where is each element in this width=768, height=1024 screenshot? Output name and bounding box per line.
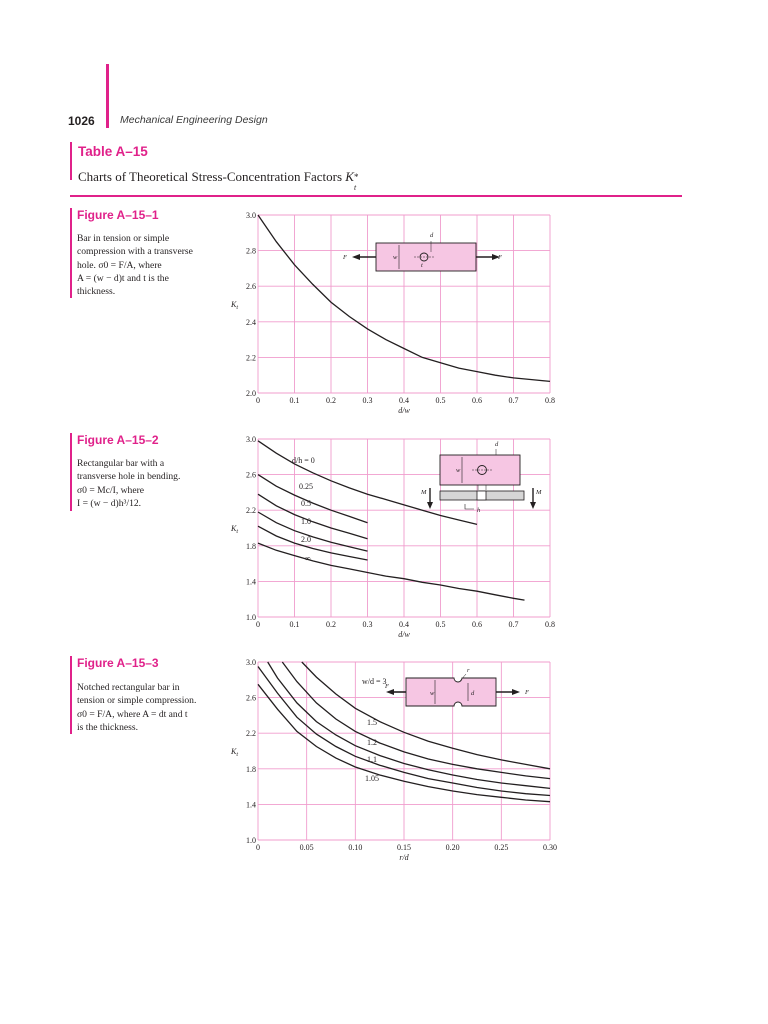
series-label: w/d = 3 (362, 677, 387, 686)
y-tick-label: 1.4 (246, 800, 256, 810)
y-tick-label: 2.6 (246, 470, 256, 480)
series-label: 0.5 (301, 499, 311, 508)
x-tick-label: 0.6 (472, 620, 482, 629)
figure-1-label: Figure A–15–1 (77, 208, 159, 222)
series-label: ∞ (305, 554, 311, 563)
x-tick-label: 0.2 (326, 620, 336, 629)
notched-plate (406, 678, 496, 706)
x-tick-label: 0.25 (494, 843, 509, 852)
radius-label: r (467, 667, 470, 674)
y-tick-label: 2.2 (246, 506, 256, 516)
book-title: Mechanical Engineering Design (120, 114, 268, 126)
y-tick-label: 2.0 (246, 389, 256, 398)
caption-sup: * (353, 172, 359, 182)
y-tick-label: 1.8 (246, 764, 256, 774)
caption-sub: t (353, 183, 357, 192)
figure-2-text-line: Rectangular bar with a (77, 458, 165, 469)
series-label: d/h = 0 (292, 456, 315, 465)
x-tick-label: 0.1 (289, 620, 300, 629)
figure-2-text-line: I = (w − d)h³/12. (77, 497, 142, 509)
table-label: Table A–15 (78, 144, 148, 159)
y-tick-label: 3.0 (246, 658, 256, 667)
series-label: 0.25 (299, 482, 313, 491)
figure-3-label: Figure A–15–3 (77, 656, 159, 670)
thickness-label: t (421, 262, 423, 269)
y-tick-label: 1.8 (246, 541, 256, 551)
y-axis-label: $K_t$ (231, 524, 239, 535)
force-label-right: F (525, 689, 529, 696)
y-tick-label: 2.4 (246, 317, 256, 327)
y-tick-label: 2.2 (246, 353, 256, 363)
width-label: w (393, 254, 398, 261)
y-axis-label: $K_t$ (231, 747, 239, 758)
arrowhead-right (512, 689, 520, 695)
moment-label-left: M (421, 489, 427, 496)
x-axis-label: d/w (398, 630, 410, 639)
arrowhead-left (352, 254, 360, 260)
series-label: 1.5 (367, 718, 377, 727)
side-hole (477, 491, 486, 500)
x-axis-label: d/w (398, 406, 410, 415)
force-label-left: F (343, 254, 347, 261)
series-label: 1.1 (367, 755, 377, 764)
x-tick-label: 0.3 (362, 396, 373, 405)
figure-1-text-line: thickness. (77, 286, 116, 298)
y-tick-label: 2.6 (246, 693, 256, 703)
x-tick-label: 0.5 (435, 396, 446, 405)
x-tick-label: 0.6 (472, 396, 482, 405)
figure-3-diagram (380, 664, 545, 718)
series-label: 1.2 (367, 738, 377, 747)
x-tick-label: 0.7 (508, 620, 519, 629)
x-tick-label: 0.7 (508, 396, 519, 405)
x-tick-label: 0 (256, 843, 260, 852)
y-tick-label: 1.0 (246, 836, 256, 845)
caption-text: Charts of Theoretical Stress-Concentration Factors (78, 169, 346, 184)
figure-1-diagram (338, 228, 518, 278)
height-label: h (477, 507, 481, 514)
hole-label: d (495, 441, 499, 448)
x-tick-label: 0.8 (545, 620, 555, 629)
caption-symbol: K (345, 169, 354, 184)
x-tick-label: 0.15 (397, 843, 411, 852)
y-axis-label: $K_t$ (231, 300, 239, 311)
x-tick-label: 0 (256, 396, 260, 405)
figure-2-text-line: σ0 = Mc/I, where (77, 484, 145, 496)
y-axis-label-subscript: t (236, 305, 239, 311)
x-axis-label: r/d (399, 853, 409, 862)
figure-1-text-line: compression with a transverse (77, 246, 193, 258)
moment-arrowhead-left (427, 502, 433, 509)
width-label: w (456, 467, 461, 474)
series-label: 2.0 (301, 535, 311, 544)
x-tick-label: 0.20 (445, 843, 460, 852)
x-tick-label: 0.05 (299, 843, 314, 852)
depth-label: d (471, 690, 475, 697)
y-tick-label: 3.0 (246, 211, 256, 220)
x-tick-label: 0.3 (362, 620, 373, 629)
page-number: 1026 (68, 114, 95, 128)
y-tick-label: 3.0 (246, 435, 256, 444)
x-tick-label: 0.8 (545, 396, 555, 405)
x-tick-label: 0.5 (435, 620, 446, 629)
y-axis-label-subscript: t (236, 529, 239, 535)
figure-3-text-line: σ0 = F/A, where A = dt and t (77, 708, 188, 720)
y-tick-label: 1.4 (246, 577, 256, 587)
force-label-right: F (498, 254, 502, 261)
x-tick-label: 0.4 (399, 620, 409, 629)
figure-2-label: Figure A–15–2 (77, 433, 159, 447)
y-tick-label: 2.8 (246, 246, 256, 256)
y-axis-label-subscript: t (236, 752, 239, 758)
x-tick-label: 0.4 (399, 396, 409, 405)
figure-3-text-line: is the thickness. (77, 721, 139, 733)
figure-1-text-line: A = (w − d)t and t is the (77, 272, 169, 284)
x-tick-label: 0.2 (326, 396, 336, 405)
width-label: w (430, 690, 435, 697)
y-tick-label: 1.0 (246, 613, 256, 622)
x-tick-label: 0 (256, 620, 260, 629)
figure-1-text-line: Bar in tension or simple (77, 233, 170, 244)
height-dim (465, 504, 474, 509)
figure-1-text-line: hole. σ0 = F/A, where (77, 259, 162, 271)
y-tick-label: 2.6 (246, 282, 256, 292)
series-label: 1.0 (301, 517, 311, 526)
x-tick-label: 0.1 (289, 396, 300, 405)
figure-2-diagram (418, 438, 548, 518)
hole-label: d (430, 232, 434, 239)
series-label: 1.05 (365, 774, 379, 783)
moment-arrowhead-right (530, 502, 536, 509)
figure-3-text-line: tension or simple compression. (77, 695, 197, 707)
figure-2-text-line: transverse hole in bending. (77, 471, 181, 483)
y-tick-label: 2.2 (246, 729, 256, 739)
moment-label-right: M (536, 489, 542, 496)
figure-3-text-line: Notched rectangular bar in (77, 682, 180, 693)
force-label-left: F (385, 683, 389, 690)
x-tick-label: 0.30 (543, 843, 557, 852)
x-tick-label: 0.10 (348, 843, 363, 852)
